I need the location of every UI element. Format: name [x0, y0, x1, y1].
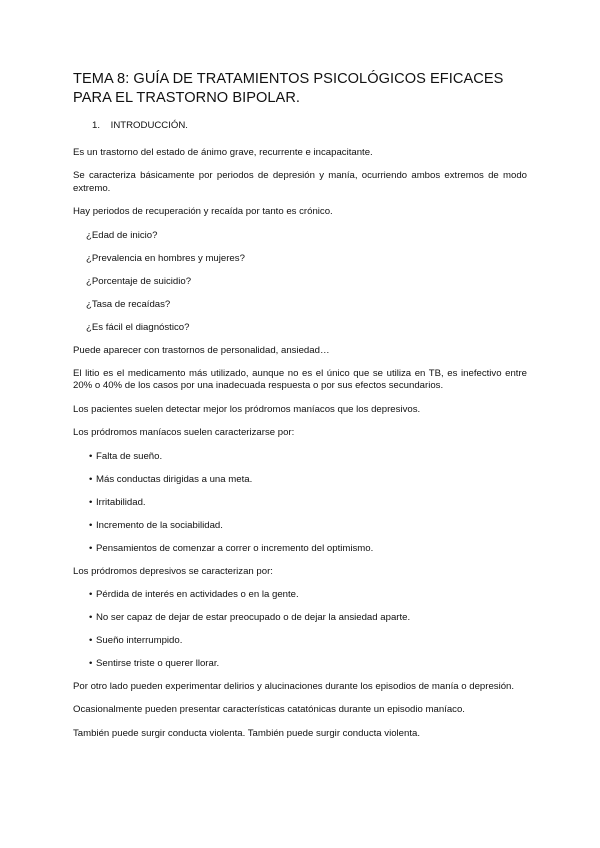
paragraph-10: Ocasionalmente pueden presentar características catatónicas durante un episodio maníaco.	[73, 704, 465, 716]
paragraph-4: Puede aparecer con trastornos de personalidad, ansiedad…	[73, 344, 330, 356]
paragraph-7: Los pródromos maníacos suelen caracterizarse por:	[73, 427, 295, 439]
depressive-bullet-item	[89, 635, 527, 647]
section-number: 1.	[92, 120, 101, 131]
question-item: ¿Tasa de recaídas?	[86, 298, 171, 310]
bullet-icon: •	[89, 589, 93, 601]
question-item: ¿Es fácil el diagnóstico?	[86, 321, 190, 333]
bullet-text: Pérdida de interés en actividades o en la gente.	[96, 589, 299, 601]
bullet-icon: •	[89, 612, 93, 624]
depressive-bullet-item	[89, 612, 527, 624]
bullet-text: Más conductas dirigidas a una meta.	[96, 473, 253, 485]
bullet-text: No ser capaz de dejar de estar preocupado o de dejar la ansiedad aparte.	[96, 612, 411, 624]
bullet-icon: •	[89, 519, 93, 531]
paragraph-8: Los pródromos depresivos se caracterizan por:	[73, 565, 273, 577]
bullet-text: Irritabilidad.	[96, 496, 146, 508]
manic-bullet-item	[89, 543, 527, 555]
paragraph-5: El litio es el medicamento más utilizado, aunque no es el único que se utiliza en TB, es inefectivo entre 20% o 40% de los casos por una inadecuada respuesta o por sus efectos secundarios.	[73, 368, 527, 392]
title-line-1: TEMA 8: GUÍA DE TRATAMIENTOS PSICOLÓGICOS EFICACES	[73, 71, 504, 87]
paragraph-11: También puede surgir conducta violenta. También puede surgir conducta violenta.	[73, 727, 421, 739]
paragraph-1: Es un trastorno del estado de ánimo grave, recurrente e incapacitante.	[73, 147, 373, 158]
bullet-icon: •	[89, 450, 93, 462]
bullet-icon: •	[89, 542, 93, 554]
document-title	[73, 70, 527, 108]
question-item: ¿Prevalencia en hombres y mujeres?	[86, 252, 245, 264]
question-item: ¿Edad de inicio?	[86, 229, 158, 241]
section-title: INTRODUCCIÓN.	[110, 120, 188, 131]
bullet-text: Sentirse triste o querer llorar.	[96, 658, 220, 670]
bullet-text: Incremento de la sociabilidad.	[96, 519, 223, 531]
title-line-2: PARA EL TRASTORNO BIPOLAR.	[73, 90, 301, 106]
bullet-icon: •	[89, 496, 93, 508]
paragraph-9: Por otro lado pueden experimentar delirios y alucinaciones durante los episodios de manía o depresión.	[73, 681, 515, 693]
manic-bullet-item	[89, 451, 527, 463]
bullet-icon: •	[89, 473, 93, 485]
manic-bullet-item	[89, 497, 527, 509]
bullet-text: Falta de sueño.	[96, 450, 163, 462]
paragraph-3: Hay periodos de recuperación y recaída por tanto es crónico.	[73, 206, 333, 218]
section-heading	[92, 120, 527, 132]
paragraph-2: Se caracteriza básicamente por periodos de depresión y manía, ocurriendo ambos extremos de modo extremo.	[73, 170, 527, 194]
manic-bullet-item	[89, 520, 527, 532]
bullet-text: Pensamientos de comenzar a correr o incremento del optimismo.	[96, 542, 374, 554]
depressive-bullet-item	[89, 658, 527, 670]
paragraph-6: Los pacientes suelen detectar mejor los pródromos maníacos que los depresivos.	[73, 403, 421, 415]
bullet-text: Sueño interrumpido.	[96, 635, 183, 647]
question-item: ¿Porcentaje de suicidio?	[86, 275, 192, 287]
document-page	[73, 70, 527, 751]
depressive-bullet-item	[89, 589, 527, 601]
bullet-icon: •	[89, 635, 93, 647]
bullet-icon: •	[89, 658, 93, 670]
manic-bullet-item	[89, 474, 527, 486]
